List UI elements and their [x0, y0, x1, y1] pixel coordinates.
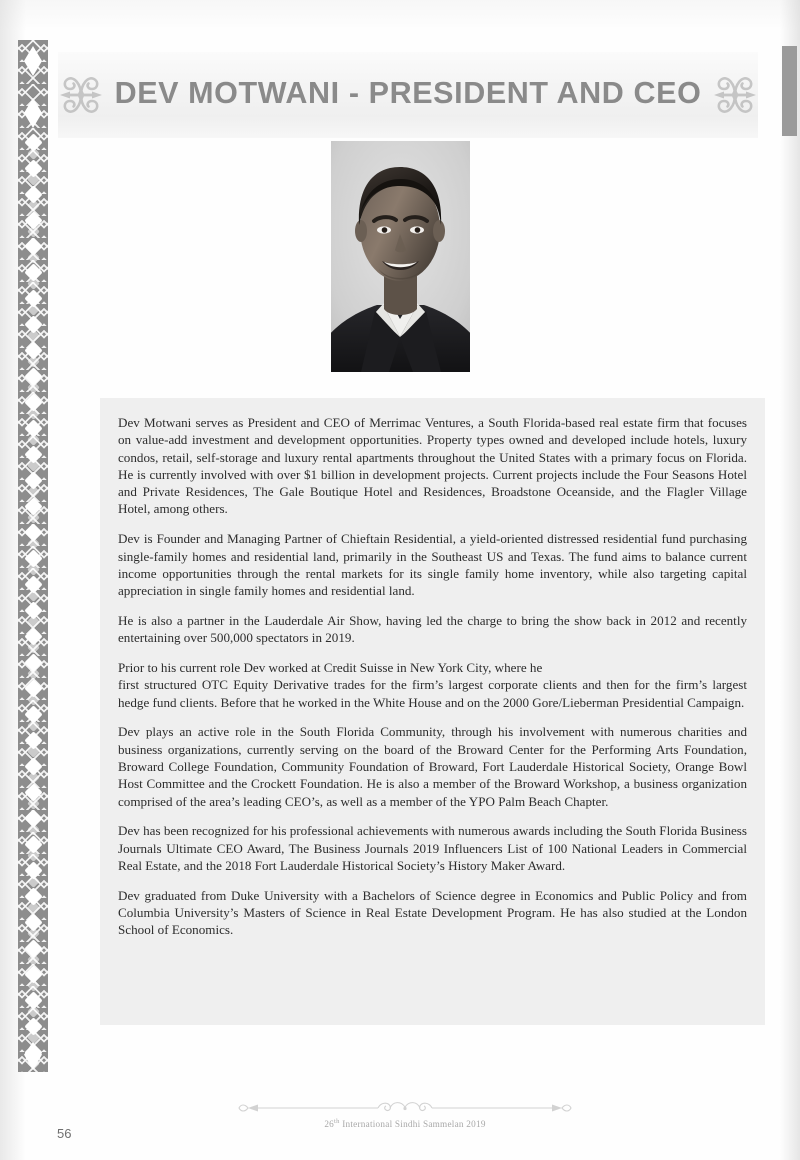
- left-ornamental-border: [18, 40, 48, 1072]
- border-diamond-small-icon: [27, 511, 40, 524]
- gray-accent-bar: [782, 46, 797, 136]
- page-title: DEV MOTWANI - PRESIDENT AND CEO: [114, 75, 702, 110]
- border-diamond-small-icon: [27, 537, 40, 550]
- border-diamond-small-icon: [27, 381, 40, 394]
- border-diamond-small-icon: [27, 407, 40, 420]
- border-diamond-small-icon: [27, 641, 40, 654]
- footer-caption-number: 26: [324, 1119, 334, 1129]
- border-diamond-small-icon: [27, 953, 40, 966]
- biography-paragraph: Dev graduated from Duke University with a Bachelors of Science degree in Economics and Public Policy and from Columbia University’s Masters of Science in Real Estate Development Program. He has also studied at the London School of Economics.: [118, 887, 747, 938]
- biography-paragraph: Prior to his current role Dev worked at Credit Suisse in New York City, where he: [118, 660, 543, 676]
- biography-paragraph: Dev has been recognized for his professional achievements with numerous awards including the South Florida Business Journals Ultimate CEO Award, The Business Journals 2019 Influencers List of 100 National Leaders in Commercial Real Estate, and the 2018 Fort Lauderdale Historical Society’s History Maker Award.: [118, 823, 747, 874]
- border-diamond-small-icon: [27, 901, 40, 914]
- biography-paragraph: He is also a partner in the Lauderdale Air Show, having led the charge to bring the show back in 2012 and recently entertaining over 500,000 spectators in 2019.: [118, 612, 747, 646]
- border-diamond-small-icon: [27, 667, 40, 680]
- border-diamond-small-icon: [27, 849, 40, 862]
- border-diamond-small-icon: [27, 485, 40, 498]
- footer-caption: [230, 1119, 580, 1129]
- border-diamond-small-icon: [27, 251, 40, 264]
- border-diamond-small-icon: [27, 329, 40, 342]
- border-diamond-small-icon: [27, 433, 40, 446]
- biography-paragraph: first structured OTC Equity Derivative trades for the firm’s largest corporate clients and then for the firm’s largest hedge fund clients. Before that he worked in the White House and on the 2000 Gore/Lieberman Presidential Campaign.: [118, 677, 747, 710]
- flourish-scroll-ornament-right-icon: [712, 68, 758, 122]
- page-number: 56: [57, 1126, 72, 1141]
- footer-caption-ordinal: th: [334, 1117, 340, 1125]
- border-diamond-small-icon: [27, 303, 40, 316]
- border-diamond-small-icon: [27, 589, 40, 602]
- border-diamond-small-icon: [27, 797, 40, 810]
- border-diamond-small-icon: [27, 563, 40, 576]
- border-diamond-small-icon: [27, 693, 40, 706]
- border-diamond-small-icon: [27, 459, 40, 472]
- border-diamond-small-icon: [27, 719, 40, 732]
- border-diamond-chain: [18, 40, 48, 1072]
- border-diamond-small-icon: [27, 225, 40, 238]
- border-diamond-small-icon: [27, 979, 40, 992]
- border-diamond-small-icon: [27, 615, 40, 628]
- border-diamond-small-icon: [27, 173, 40, 186]
- footer-caption-text: International Sindhi Sammelan 2019: [339, 1119, 486, 1129]
- border-diamond-small-icon: [27, 875, 40, 888]
- footer: [230, 1098, 580, 1129]
- portrait-photo: [331, 141, 470, 372]
- border-diamond-small-icon: [27, 1005, 40, 1018]
- border-diamond-small-icon: [27, 147, 40, 160]
- scroll-divider-ornament-icon: [230, 1098, 580, 1118]
- border-diamond-small-icon: [27, 927, 40, 940]
- biography-paragraph: Dev plays an active role in the South Florida Community, through his involvement with numerous charities and business organizations, currently serving on the board of the Broward Center for the Performing Arts Foundation, Broward College Foundation, Community Foundation of Broward, Fort Lauderdale Historical Society, Orange Bowl Host Committee and the Crockett Foundation. He is also a member of the Broward Workshop, a business organization comprised of the area’s leading CEO’s, as well as a member of the YPO Palm Beach Chapter.: [118, 724, 747, 809]
- biography-panel: [100, 398, 765, 1025]
- biography-paragraph: Dev is Founder and Managing Partner of Chieftain Residential, a yield-oriented distressed residential fund purchasing single-family homes and residential land, primarily in the Southeast US and Texas. The fund aims to balance current income opportunities through the rental markets for its single family home inventory, while also targeting capital appreciation in single family homes and residential land.: [118, 531, 747, 599]
- page-header: [58, 52, 758, 138]
- border-diamond-small-icon: [27, 199, 40, 212]
- flourish-scroll-ornament-left-icon: [58, 68, 104, 122]
- border-diamond-small-icon: [27, 745, 40, 758]
- border-diamond-small-icon: [27, 355, 40, 368]
- border-diamond-small-icon: [27, 1031, 40, 1044]
- border-diamond-small-icon: [27, 771, 40, 784]
- biography-paragraph: Dev Motwani serves as President and CEO of Merrimac Ventures, a South Florida-based real estate firm that focuses on value-add investment and development opportunities. Property types owned and developed include hotels, luxury condos, retail, self-storage and luxury rental apartments throughout the United States with a primary focus on Florida. He is currently involved with over $1 billion in development projects. Current projects include the Four Seasons Hotel and Private Residences, The Gale Boutique Hotel and Residences, Broadstone Oceanside, and the Flagler Village Hotel, among others.: [118, 415, 747, 517]
- border-diamond-small-icon: [27, 823, 40, 836]
- border-diamond-small-icon: [27, 277, 40, 290]
